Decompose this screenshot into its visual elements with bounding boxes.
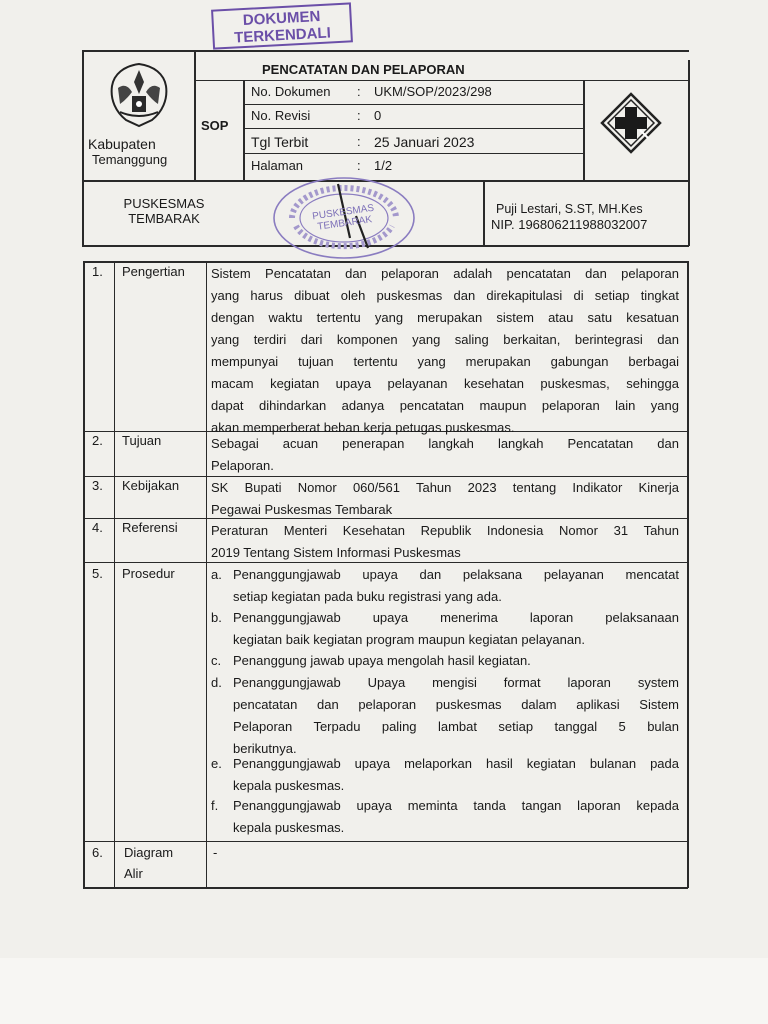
stamp-line-1: DOKUMEN [242, 7, 321, 30]
procedure-item-e [211, 753, 679, 797]
row-number: 4. [92, 520, 103, 535]
signatory-nip: NIP. 196806211988032007 [491, 217, 648, 232]
procedure-item-c [211, 650, 679, 672]
item-line: kepala puskesmas. [233, 778, 345, 793]
field-value-issue-date: 25 Januari 2023 [374, 134, 475, 150]
institution-line-2: TEMBARAK [128, 211, 200, 226]
item-letter: a. [211, 567, 222, 582]
region-sub: Temanggung [92, 152, 168, 167]
row-number: 1. [92, 264, 103, 279]
text-line: mempunyai tujuan tertentu yang merupakan gabungan berbagai [211, 354, 679, 369]
tujuan-text [211, 433, 679, 477]
row-number: 2. [92, 433, 103, 448]
row-label-prosedur: Prosedur [122, 566, 175, 581]
item-line: Penanggungjawab Upaya mengisi format laporan system [233, 675, 679, 690]
field-separator: : [357, 158, 361, 173]
item-line: Penanggung jawab upaya mengolah hasil kegiatan. [233, 653, 531, 668]
regency-emblem-icon [104, 60, 174, 130]
signatory-name: Puji Lestari, S.ST, MH.Kes [496, 202, 643, 216]
item-line: Penanggungjawab upaya melaporkan hasil kegiatan bulanan pada [233, 756, 679, 771]
item-line: Penanggungjawab upaya menerima laporan pelaksanaan [233, 610, 679, 625]
procedure-item-d [211, 672, 679, 760]
row-number: 5. [92, 566, 103, 581]
field-separator: : [357, 108, 361, 123]
field-value-page: 1/2 [374, 158, 393, 173]
item-line: Penanggungjawab upaya dan pelaksana pelayanan mencatat [233, 567, 679, 582]
field-label-revision: No. Revisi [251, 108, 311, 123]
controlled-document-stamp [211, 2, 353, 49]
item-line: kepala puskesmas. [233, 820, 345, 835]
text-line: yang terdiri dari komponen yang saling berkaitan, berintegrasi dan [211, 332, 679, 347]
row-number: 6. [92, 845, 103, 860]
text-line: 2019 Tentang Sistem Informasi Puskesmas [211, 545, 461, 560]
row-label-pengertian: Pengertian [122, 264, 185, 279]
text-line: SK Bupati Nomor 060/561 Tahun 2023 tentang Indikator Kinerja [211, 480, 679, 495]
puskesmas-logo-icon [600, 92, 662, 154]
diagram-value: - [213, 845, 218, 860]
seal-text: PUSKESMAS TEMBARAK [311, 202, 375, 233]
referensi-text [211, 520, 679, 564]
item-line: Pelaporan Terpadu paling lambat setiap tanggal 5 bulan [233, 719, 679, 734]
stamp-line-2: TERKENDALI [233, 24, 332, 47]
sop-label: SOP [201, 118, 229, 133]
procedure-item-b [211, 607, 679, 651]
item-line: kegiatan baik kegiatan program maupun kegiatan pelayanan. [233, 632, 585, 647]
pengertian-text [211, 263, 679, 439]
text-line: Pegawai Puskesmas Tembarak [211, 502, 393, 517]
item-letter: c. [211, 653, 222, 668]
item-line: berikutnya. [233, 741, 297, 756]
text-line: yang harus dibuat oleh puskesmas dan direkapitulasi di setiap tingkat [211, 288, 679, 303]
region-name: Kabupaten [88, 136, 156, 152]
field-label-doc-number: No. Dokumen [251, 84, 331, 99]
text-line: macam kegiatan upaya pelayanan kesehatan puskesmas, sehingga [211, 376, 679, 391]
row-label-referensi: Referensi [122, 520, 178, 535]
text-line: Pelaporan. [211, 458, 274, 473]
text-line: dengan waktu tertentu yang merupakan sistem atau satu kesatuan [211, 310, 679, 325]
row-label-tujuan: Tujuan [122, 433, 162, 448]
text-line: Sistem Pencatatan dan pelaporan adalah pencatatan dan pelaporan [211, 266, 679, 281]
item-letter: b. [211, 610, 222, 625]
text-line: Sebagai acuan penerapan langkah langkah Pencatatan dan [211, 436, 679, 451]
item-line: Penanggungjawab upaya meminta tanda tangan laporan kepada [233, 798, 679, 813]
document-title: PENCATATAN DAN PELAPORAN [262, 62, 465, 77]
text-line: Peraturan Menteri Kesehatan Republik Indonesia Nomor 31 Tahun [211, 523, 679, 538]
row-label-kebijakan: Kebijakan [122, 478, 180, 493]
field-value-revision: 0 [374, 108, 382, 123]
field-label-issue-date: Tgl Terbit [251, 134, 309, 150]
field-value-doc-number: UKM/SOP/2023/298 [374, 84, 492, 99]
institution-line-1: PUSKESMAS [123, 196, 205, 211]
row-label-diagram: Diagram [124, 845, 174, 860]
row-number: 3. [92, 478, 103, 493]
item-letter: e. [211, 756, 222, 771]
row-label-alir: Alir [124, 866, 143, 881]
procedure-item-a [211, 564, 679, 608]
procedure-item-f [211, 795, 679, 839]
item-line: setiap kegiatan pada buku registrasi yang ada. [233, 589, 502, 604]
item-line: pencatatan dan pelaporan puskesmas dalam aplikasi Sistem [233, 697, 679, 712]
text-line: dapat dihindarkan adanya pencatatan maupun pelaporan lain yang [211, 398, 679, 413]
item-letter: f. [211, 798, 219, 813]
field-separator: : [357, 84, 361, 99]
item-letter: d. [211, 675, 222, 690]
field-separator: : [357, 134, 361, 149]
kebijakan-text [211, 477, 679, 521]
page-margin [0, 958, 768, 1024]
field-label-page: Halaman [251, 158, 304, 173]
text-line: akan memperberat beban kerja petugas puskesmas. [211, 420, 515, 435]
